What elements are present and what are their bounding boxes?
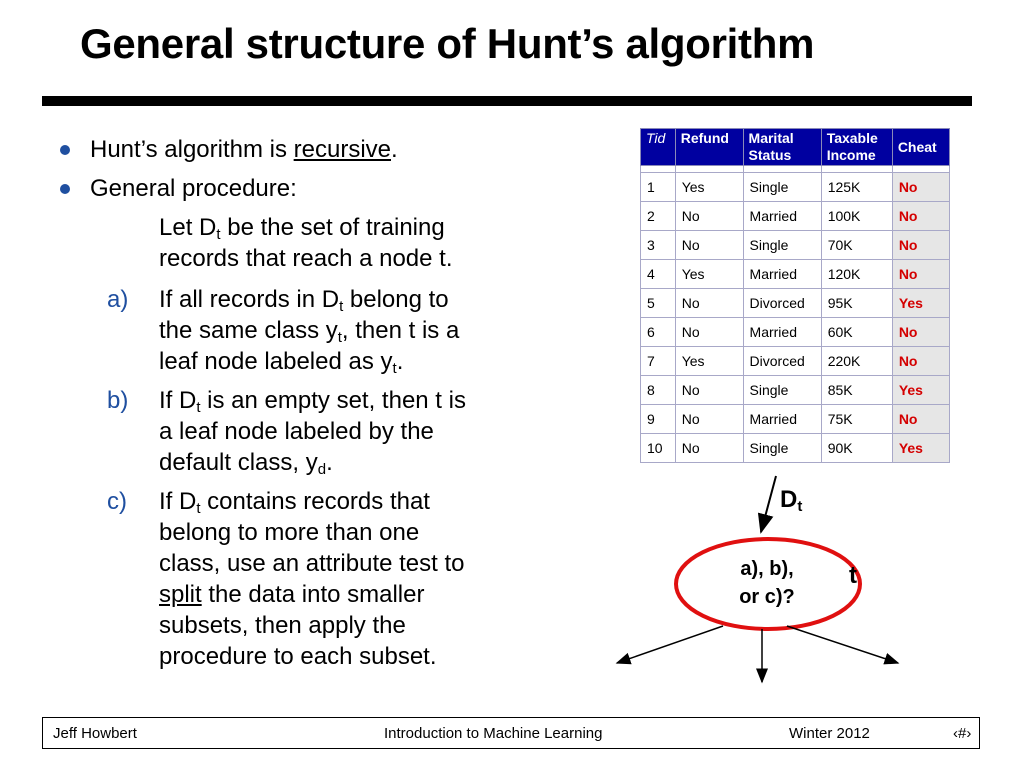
cell-income: 90K (821, 434, 892, 463)
step-a-label: a) (107, 286, 129, 313)
step-c-line-3: class, use an attribute test to (159, 550, 465, 577)
cell-tid: 9 (641, 405, 676, 434)
step-b-line-2: a leaf node labeled by the (159, 418, 434, 445)
cell-tid: 5 (641, 289, 676, 318)
bullet-dot-icon (60, 184, 70, 194)
step-c-line-5: subsets, then apply the (159, 612, 406, 639)
step-a-line-2: the same class $y_t$, then t is a (159, 317, 460, 346)
cell-marital: Married (743, 318, 821, 347)
training-records-table (640, 128, 950, 463)
cell-cheat: No (892, 405, 949, 434)
step-b-label: b) (107, 387, 129, 414)
step-c-label: c) (107, 488, 127, 515)
table-row (641, 376, 950, 405)
cell-tid: 8 (641, 376, 676, 405)
cell-cheat: Yes (892, 289, 949, 318)
step-c-line-6: procedure to each subset. (159, 643, 437, 670)
footer-page-number: ‹#› (953, 725, 972, 742)
cell-tid: 4 (641, 260, 676, 289)
table-row (641, 260, 950, 289)
bullet-dot-icon (60, 145, 70, 155)
cell-tid: 7 (641, 347, 676, 376)
header-taxable-income: Taxable Income (821, 129, 892, 166)
cell-marital: Divorced (743, 347, 821, 376)
cell-refund: Yes (675, 347, 743, 376)
table-spacer-row (641, 166, 950, 173)
cell-refund: Yes (675, 173, 743, 202)
step-c-line-1: If $D_t$ contains records that (159, 488, 430, 517)
cell-marital: Divorced (743, 289, 821, 318)
cell-marital: Single (743, 434, 821, 463)
cell-marital: Single (743, 376, 821, 405)
cell-marital: Married (743, 202, 821, 231)
node-question: a), b), or c)? (739, 558, 795, 608)
cell-refund: No (675, 318, 743, 347)
cell-refund: Yes (675, 260, 743, 289)
cell-tid: 1 (641, 173, 676, 202)
table-row (641, 173, 950, 202)
cell-refund: No (675, 231, 743, 260)
node-t-label: t (849, 562, 857, 589)
let-line-2: records that reach a node t. (159, 245, 453, 272)
table-row (641, 318, 950, 347)
footer-term: Winter 2012 (789, 725, 870, 742)
cell-cheat: Yes (892, 376, 949, 405)
cell-income: 70K (821, 231, 892, 260)
table-row (641, 231, 950, 260)
cell-income: 220K (821, 347, 892, 376)
cell-income: 75K (821, 405, 892, 434)
cell-cheat: No (892, 318, 949, 347)
cell-income: 125K (821, 173, 892, 202)
let-line-1: Let $D_t$ be the set of training (159, 214, 445, 243)
cell-refund: No (675, 376, 743, 405)
table-row (641, 434, 950, 463)
step-b-line-1: If $D_t$ is an empty set, then t is (159, 387, 466, 416)
header-cheat: Cheat (892, 129, 949, 166)
cell-cheat: No (892, 231, 949, 260)
step-c-line-4: split the data into smaller (159, 581, 425, 608)
cell-income: 60K (821, 318, 892, 347)
cell-marital: Married (743, 260, 821, 289)
cell-refund: No (675, 434, 743, 463)
step-a-line-1: If all records in $D_t$ belong to (159, 286, 449, 315)
slide-title: General structure of Hunt’s algorithm (80, 20, 815, 67)
recursive-term: recursive (293, 136, 391, 163)
cell-refund: No (675, 405, 743, 434)
cell-tid: 2 (641, 202, 676, 231)
table-row (641, 405, 950, 434)
step-c-line-2: belong to more than one (159, 519, 420, 546)
cell-marital: Married (743, 405, 821, 434)
header-marital-status: Marital Status (743, 129, 821, 166)
footer-author: Jeff Howbert (53, 725, 137, 742)
cell-income: 120K (821, 260, 892, 289)
cell-tid: 10 (641, 434, 676, 463)
header-tid: Tid (641, 129, 676, 166)
step-b-line-3: default class, $y_d$. (159, 449, 333, 478)
header-refund: Refund (675, 129, 743, 166)
cell-refund: No (675, 202, 743, 231)
cell-marital: Single (743, 173, 821, 202)
cell-refund: No (675, 289, 743, 318)
cell-cheat: No (892, 260, 949, 289)
cell-marital: Single (743, 231, 821, 260)
table-header-row (641, 129, 950, 166)
table-row (641, 202, 950, 231)
cell-income: 100K (821, 202, 892, 231)
table-row (641, 347, 950, 376)
footer-course: Introduction to Machine Learning (384, 725, 603, 742)
cell-cheat: No (892, 202, 949, 231)
dt-label: $D_t$ (780, 486, 803, 515)
cell-cheat: No (892, 173, 949, 202)
bullet-recursive: Hunt’s algorithm is recursive. (90, 136, 398, 163)
right-branch-arrow (787, 626, 898, 663)
slide-footer (42, 717, 980, 749)
cell-cheat: No (892, 347, 949, 376)
left-branch-arrow (617, 626, 723, 663)
cell-income: 85K (821, 376, 892, 405)
cell-tid: 6 (641, 318, 676, 347)
cell-cheat: Yes (892, 434, 949, 463)
table-row (641, 289, 950, 318)
bullet-general-procedure: General procedure: (90, 175, 297, 202)
step-a-line-3: leaf node labeled as $y_t$. (159, 348, 404, 377)
table-body (641, 166, 950, 463)
cell-tid: 3 (641, 231, 676, 260)
split-term: split (159, 581, 202, 608)
incoming-arrow (761, 476, 776, 532)
cell-income: 95K (821, 289, 892, 318)
